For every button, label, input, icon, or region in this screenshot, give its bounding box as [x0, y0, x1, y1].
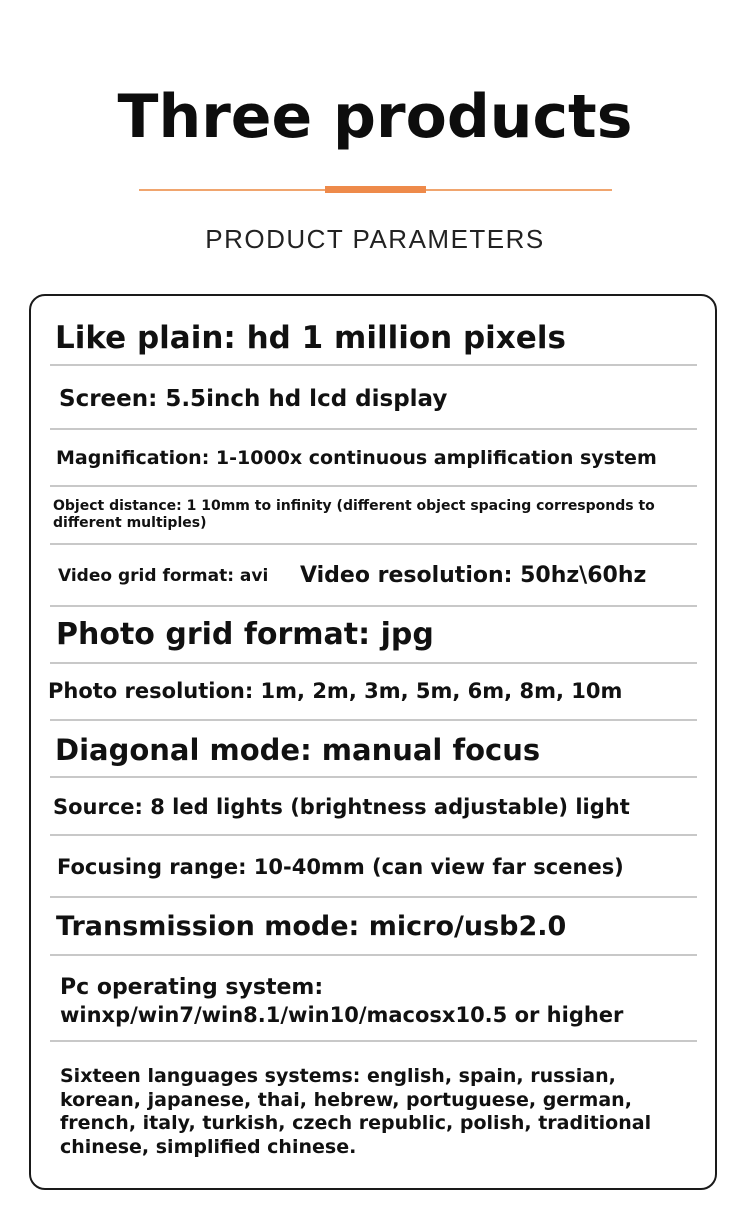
param-focusing-range: Focusing range: 10-40mm (can view far scenes): [57, 855, 624, 879]
param-video-format: Video grid format: avi: [58, 566, 269, 586]
row-separator: [50, 605, 697, 607]
row-separator: [50, 662, 697, 664]
page-title: Three products: [117, 82, 633, 152]
row-separator: [50, 719, 697, 721]
section-subtitle: PRODUCT PARAMETERS: [205, 224, 545, 254]
row-separator: [50, 364, 697, 366]
row-separator: [50, 543, 697, 545]
param-object-distance: Object distance: 1 10mm to infinity (different object spacing corresponds to different multiples): [53, 498, 655, 531]
param-pc-os-value: winxp/win7/win8.1/win10/macosx10.5 or higher: [60, 1003, 624, 1027]
row-separator: [50, 896, 697, 898]
param-magnification: Magnification: 1-1000x continuous amplification system: [56, 447, 657, 469]
param-diagonal-mode: Diagonal mode: manual focus: [55, 733, 541, 767]
param-languages: Sixteen languages systems: english, spain, russian, korean, japanese, thai, hebrew, portuguese, german, french, italy, turkish, czech republic, polish, traditional chinese, simplified chinese.: [60, 1065, 652, 1158]
row-separator: [50, 776, 697, 778]
row-separator: [50, 1040, 697, 1042]
param-source: Source: 8 led lights (brightness adjustable) light: [53, 795, 630, 819]
param-transmission: Transmission mode: micro/usb2.0: [56, 911, 567, 942]
param-pixels: Like plain: hd 1 million pixels: [55, 320, 566, 356]
param-screen: Screen: 5.5inch hd lcd display: [59, 386, 448, 412]
title-divider-accent: [325, 186, 426, 193]
row-separator: [50, 954, 697, 956]
param-video-resolution: Video resolution: 50hz\60hz: [300, 563, 647, 588]
row-separator: [50, 428, 697, 430]
row-separator: [50, 834, 697, 836]
row-separator: [50, 485, 697, 487]
param-pc-os-label: Pc operating system:: [60, 975, 324, 1000]
param-photo-format: Photo grid format: jpg: [56, 617, 434, 652]
param-photo-resolution: Photo resolution: 1m, 2m, 3m, 5m, 6m, 8m, 10m: [48, 679, 623, 703]
